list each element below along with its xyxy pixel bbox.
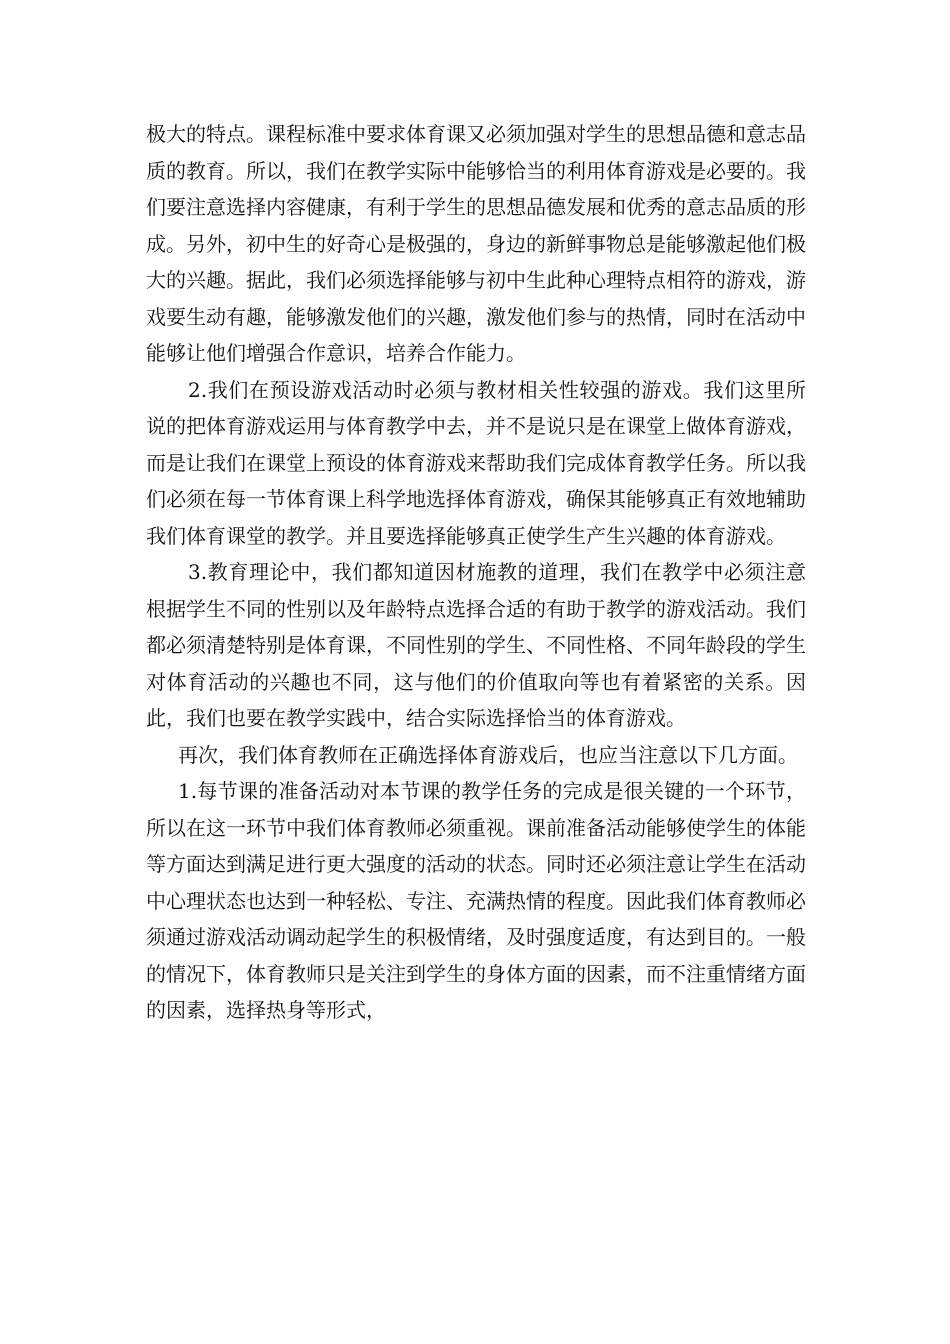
paragraph-point-3: 3.教育理论中，我们都知道因材施教的道理，我们在教学中必须注意根据学生不同的性别以及年龄特点选择合适的有助于教学的游戏活动。我们都必须清楚特别是体育课，不同性别的学生、不同性格、不同年龄段的学生对体育活动的兴趣也不同，这与他们的价值取向等也有着紧密的关系。因此，我们也要在教学实践中，结合实际选择恰当的体育游戏。 [146, 560, 806, 730]
paragraph-continuation: 极大的特点。课程标准中要求体育课又必须加强对学生的思想品德和意志品质的教育。所以，我们在教学实际中能够恰当的利用体育游戏是必要的。我们要注意选择内容健康，有利于学生的思想品德发展和优秀的意志品质的形成。另外，初中生的好奇心是极强的，身边的新鲜事物总是能够激起他们极大的兴趣。据此，我们必须选择能够与初中生此种心理特点相符的游戏，游戏要生动有趣，能够激发他们的兴趣，激发他们参与的热情，同时在活动中能够让他们增强合作意识，培养合作能力。 [146, 122, 806, 365]
paragraph-aspect-1: 1.每节课的准备活动对本节课的教学任务的完成是很关键的一个环节，所以在这一环节中我们体育教师必须重视。课前准备活动能够使学生的体能等方面达到满足进行更大强度的活动的状态。同时还必须注意让学生在活动中心理状态也达到一种轻松、专注、充满热情的程度。因此我们体育教师必须通过游戏活动调动起学生的积极情绪，及时强度适度，有达到目的。一般的情况下，体育教师只是关注到学生的身体方面的因素，而不注重情绪方面的因素，选择热身等形式， [146, 779, 806, 1022]
paragraph-point-2: 2.我们在预设游戏活动时必须与教材相关性较强的游戏。我们这里所说的把体育游戏运用与体育教学中去，并不是说只是在课堂上做体育游戏，而是让我们在课堂上预设的体育游戏来帮助我们完成体育教学任务。所以我们必须在每一节体育课上科学地选择体育游戏，确保其能够真正有效地辅助我们体育课堂的教学。并且要选择能够真正使学生产生兴趣的体育游戏。 [146, 377, 806, 548]
paragraph-transition: 再次，我们体育教师在正确选择体育游戏后，也应当注意以下几方面。 [178, 742, 798, 767]
document-body [146, 116, 806, 1029]
